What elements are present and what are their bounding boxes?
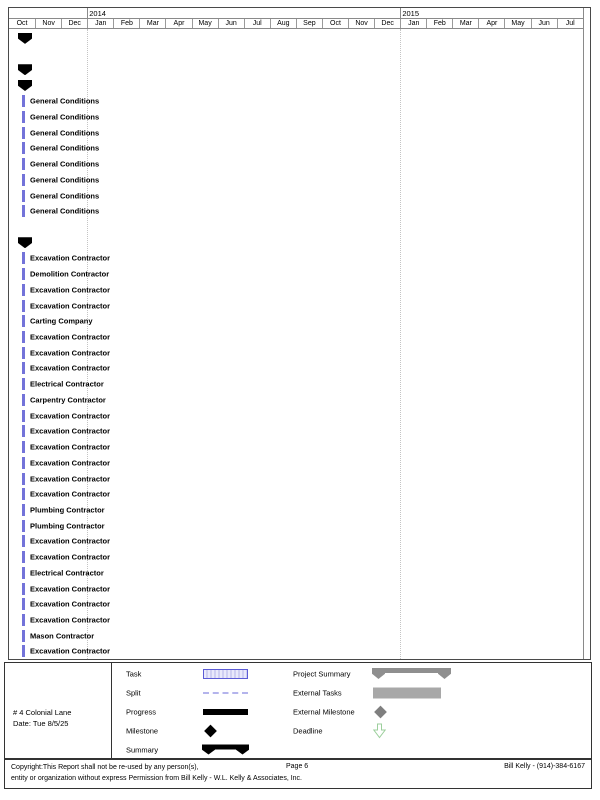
task-row: [9, 565, 590, 581]
task-row: [9, 596, 590, 612]
task-row: [9, 471, 590, 487]
task-bar: [22, 504, 25, 516]
month-cell: Mar: [452, 19, 478, 28]
month-cell: Mar: [139, 19, 165, 28]
task-bar: [22, 252, 25, 264]
month-cell: Jan: [400, 19, 426, 28]
year-label: 2014: [89, 9, 106, 18]
task-label: General Conditions: [30, 143, 100, 153]
report-date: Date: Tue 8/5/25: [13, 719, 69, 728]
month-cell: Feb: [426, 19, 452, 28]
task-row: [9, 188, 590, 204]
legend-label: External Milestone: [293, 707, 355, 717]
task-row: [9, 502, 590, 518]
task-label: Excavation Contractor: [30, 599, 111, 609]
task-label: Excavation Contractor: [30, 552, 111, 562]
task-row: [9, 549, 590, 565]
legend-item-project-summary: [5, 665, 591, 684]
task-label: General Conditions: [30, 128, 100, 138]
legend-label: Deadline: [293, 726, 323, 736]
legend-label: Split: [126, 688, 141, 698]
task-bar: [22, 158, 25, 170]
copyright-line-2: entity or organization without express Permission from Bill Kelly - W.L. Kelly & Associates, Inc.: [11, 774, 303, 782]
task-row: [9, 644, 590, 659]
task-bar: [22, 315, 25, 327]
task-label: Excavation Contractor: [30, 474, 111, 484]
gantt-body: [9, 29, 590, 660]
legend-label: Task: [126, 669, 142, 679]
year-header-row: [9, 8, 583, 19]
task-row: [9, 125, 590, 141]
task-row: [9, 329, 590, 345]
month-cell: Jul: [244, 19, 270, 28]
legend-label: Progress: [126, 707, 157, 717]
month-header-row: [9, 19, 583, 29]
month-cell: Jul: [557, 19, 583, 28]
copyright-line-1: Copyright:This Report shall not be re-used by any person(s),: [11, 764, 199, 771]
year-label: 2015: [402, 9, 420, 18]
task-row: [9, 156, 590, 172]
summary-marker-row: [9, 31, 590, 47]
task-label: General Conditions: [30, 175, 100, 185]
summary-marker-icon: [18, 80, 32, 91]
month-cell: Jan: [87, 19, 113, 28]
task-label: Excavation Contractor: [30, 301, 111, 311]
task-row: [9, 408, 590, 424]
task-row: [9, 298, 590, 314]
task-label: Plumbing Contractor: [30, 505, 105, 515]
task-bar: [22, 614, 25, 626]
month-cell: Aug: [270, 19, 296, 28]
summary-marker-row: [9, 62, 590, 78]
task-row: [9, 612, 590, 628]
task-bar: [22, 142, 25, 154]
legend-panel: [4, 662, 592, 759]
task-bar: [22, 331, 25, 343]
task-label: Excavation Contractor: [30, 458, 111, 468]
task-bar: [22, 127, 25, 139]
task-bar: [22, 300, 25, 312]
legend-item-deadline: [5, 722, 591, 741]
deadline-swatch-icon: [373, 724, 386, 739]
summary-marker-icon: [18, 237, 32, 248]
task-row: [9, 172, 590, 188]
month-cell: Dec: [374, 19, 400, 28]
task-label: Excavation Contractor: [30, 363, 111, 373]
task-bar: [22, 362, 25, 374]
contact-info: Bill Kelly - (914)-384-6167: [504, 763, 585, 770]
year-divider: [400, 8, 401, 19]
task-bar: [22, 95, 25, 107]
task-row: [9, 518, 590, 534]
year-divider: [87, 8, 88, 19]
task-row: [9, 424, 590, 440]
task-label: Plumbing Contractor: [30, 521, 105, 531]
summary-swatch-icon: [203, 745, 248, 756]
gantt-chart: [8, 7, 591, 660]
task-label: Excavation Contractor: [30, 489, 111, 499]
task-bar: [22, 347, 25, 359]
external-tasks-swatch-icon: [373, 688, 441, 699]
task-bar: [22, 488, 25, 500]
task-bar: [22, 284, 25, 296]
task-bar: [22, 174, 25, 186]
copyright-text: [11, 763, 302, 784]
legend-label: External Tasks: [293, 688, 342, 698]
summary-marker-icon: [18, 33, 32, 44]
task-bar: [22, 520, 25, 532]
task-row: [9, 376, 590, 392]
task-row: [9, 581, 590, 597]
task-bar: [22, 378, 25, 390]
task-bar: [22, 630, 25, 642]
page-number: Page 6: [286, 763, 309, 770]
month-cell: Nov: [35, 19, 61, 28]
task-label: Mason Contractor: [30, 631, 95, 641]
task-bar: [22, 551, 25, 563]
task-row: [9, 455, 590, 471]
external-milestone-swatch-icon: [373, 708, 385, 717]
task-label: Demolition Contractor: [30, 269, 110, 279]
task-row: [9, 486, 590, 502]
task-label: Carting Company: [30, 316, 93, 326]
task-bar: [22, 473, 25, 485]
task-bar: [22, 394, 25, 406]
task-label: Excavation Contractor: [30, 411, 111, 421]
month-cell: Feb: [113, 19, 139, 28]
month-cell: Nov: [348, 19, 374, 28]
task-label: Excavation Contractor: [30, 615, 111, 625]
task-row: [9, 282, 590, 298]
task-row: [9, 109, 590, 125]
task-row: [9, 534, 590, 550]
task-row: [9, 266, 590, 282]
task-label: Excavation Contractor: [30, 285, 111, 295]
task-label: Excavation Contractor: [30, 584, 111, 594]
task-label: Excavation Contractor: [30, 442, 111, 452]
task-row: [9, 628, 590, 644]
empty-row: [9, 46, 590, 62]
page-footer: [4, 759, 592, 789]
task-row: [9, 93, 590, 109]
month-cell: Jun: [218, 19, 244, 28]
legend-item-external-milestone: [5, 703, 591, 722]
task-label: Excavation Contractor: [30, 426, 111, 436]
month-cell: Jun: [531, 19, 557, 28]
month-cell: Oct: [322, 19, 348, 28]
task-row: [9, 439, 590, 455]
task-label: Excavation Contractor: [30, 332, 111, 342]
task-label: General Conditions: [30, 96, 100, 106]
task-label: General Conditions: [30, 206, 100, 216]
task-bar: [22, 567, 25, 579]
task-row: [9, 361, 590, 377]
summary-marker-row: [9, 235, 590, 251]
project-address: # 4 Colonial Lane: [13, 708, 72, 717]
legend-item-external-tasks: [5, 684, 591, 703]
task-row: [9, 141, 590, 157]
task-label: Electrical Contractor: [30, 379, 104, 389]
month-cell: Oct: [16, 19, 28, 27]
task-bar: [22, 190, 25, 202]
empty-row: [9, 219, 590, 235]
task-label: Electrical Contractor: [30, 568, 104, 578]
legend-item-summary: [5, 741, 591, 760]
task-row: [9, 392, 590, 408]
task-label: Excavation Contractor: [30, 253, 111, 263]
task-label: General Conditions: [30, 159, 100, 169]
task-row: [9, 313, 590, 329]
month-cell: Apr: [165, 19, 191, 28]
month-cell: Dec: [61, 19, 87, 28]
task-bar: [22, 111, 25, 123]
legend-label: Summary: [126, 745, 159, 755]
task-bar: [22, 457, 25, 469]
month-cell: May: [504, 19, 530, 28]
task-label: Excavation Contractor: [30, 348, 111, 358]
task-bar: [22, 268, 25, 280]
task-row: [9, 345, 590, 361]
month-cell: Sep: [296, 19, 322, 28]
project-summary-swatch-icon: [373, 668, 450, 680]
task-label: Excavation Contractor: [30, 536, 111, 546]
summary-marker-row: [9, 78, 590, 94]
task-row: [9, 203, 590, 219]
task-bar: [22, 205, 25, 217]
task-label: General Conditions: [30, 191, 100, 201]
task-bar: [22, 535, 25, 547]
legend-label: Project Summary: [293, 669, 351, 679]
month-cell: May: [192, 19, 218, 28]
task-bar: [22, 598, 25, 610]
legend-label: Milestone: [126, 726, 159, 736]
task-label: Excavation Contractor: [30, 646, 111, 656]
task-row: [9, 251, 590, 267]
task-bar: [22, 410, 25, 422]
task-label: Carpentry Contractor: [30, 395, 106, 405]
task-bar: [22, 441, 25, 453]
task-bar: [22, 583, 25, 595]
legend-items: [5, 663, 591, 758]
summary-marker-icon: [18, 64, 32, 75]
task-bar: [22, 645, 25, 657]
month-cell: Apr: [478, 19, 504, 28]
task-bar: [22, 425, 25, 437]
task-label: General Conditions: [30, 112, 100, 122]
